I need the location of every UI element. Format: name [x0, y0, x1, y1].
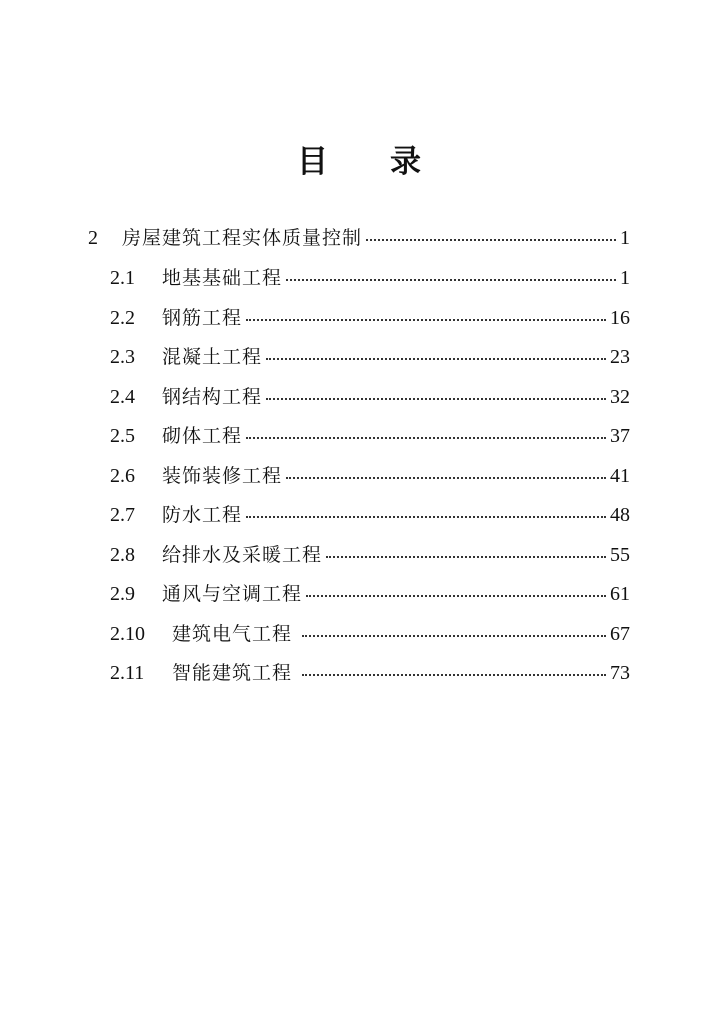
- toc-entry-page: 23: [610, 346, 630, 368]
- toc-entry-2-11[interactable]: [110, 657, 630, 689]
- toc-entry-page: 41: [610, 465, 630, 487]
- toc-entry-2-6[interactable]: [110, 460, 630, 492]
- toc-entry-number: 2.6: [110, 465, 135, 487]
- toc-entry-title: 智能建筑工程: [172, 662, 293, 684]
- toc-entry-number: 2: [88, 227, 98, 249]
- toc-entry-title: 防水工程: [162, 504, 243, 526]
- toc-leader-dots: [366, 222, 616, 254]
- toc-entry-2-7[interactable]: [110, 499, 630, 531]
- toc-entry-number: 2.3: [110, 346, 135, 368]
- toc-leader-dots: [302, 657, 606, 689]
- toc-entry-page: 48: [610, 504, 630, 526]
- toc-entry-page: 73: [610, 662, 630, 684]
- toc-entry-number: 2.11: [110, 662, 145, 684]
- toc-entry-number: 2.4: [110, 386, 135, 408]
- toc-entry-title: 通风与空调工程: [162, 583, 303, 605]
- toc-entry-2-4[interactable]: [110, 381, 630, 413]
- toc-entry-2[interactable]: [88, 222, 630, 254]
- toc-entry-2-8[interactable]: [110, 539, 630, 571]
- toc-leader-dots: [286, 460, 606, 492]
- toc-leader-dots: [302, 618, 606, 650]
- toc-entry-number: 2.10: [110, 623, 145, 645]
- toc-entry-title: 给排水及采暖工程: [162, 544, 323, 566]
- toc-entry-page: 32: [610, 386, 630, 408]
- toc-entry-number: 2.7: [110, 504, 135, 526]
- toc-entry-2-2[interactable]: [110, 302, 630, 334]
- toc-entry-number: 2.2: [110, 307, 135, 329]
- toc-leader-dots: [326, 539, 606, 571]
- toc-entry-page: 1: [620, 227, 630, 249]
- toc-entry-page: 55: [610, 544, 630, 566]
- toc-entry-title: 建筑电气工程: [172, 623, 293, 645]
- toc-leader-dots: [266, 381, 606, 413]
- toc-entry-title: 房屋建筑工程实体质量控制: [122, 227, 363, 249]
- toc-entry-page: 1: [620, 267, 630, 289]
- toc-entry-page: 16: [610, 307, 630, 329]
- page-title-char-2: 录: [390, 144, 421, 180]
- toc-entry-title: 钢筋工程: [162, 307, 243, 329]
- toc-entry-title: 混凝土工程: [162, 346, 263, 368]
- toc-entry-title: 地基基础工程: [162, 267, 283, 289]
- toc-entry-page: 37: [610, 425, 630, 447]
- page-title: [0, 136, 718, 181]
- toc-leader-dots: [246, 499, 606, 531]
- toc-entry-2-9[interactable]: [110, 578, 630, 610]
- toc-entry-number: 2.1: [110, 267, 135, 289]
- toc-entry-2-1[interactable]: [110, 262, 630, 294]
- toc-entry-page: 61: [610, 583, 630, 605]
- toc-entry-page: 67: [610, 623, 630, 645]
- page-title-char-1: 目: [297, 144, 328, 180]
- toc-leader-dots: [266, 341, 606, 373]
- toc-entry-title: 砌体工程: [162, 425, 243, 447]
- toc-leader-dots: [246, 302, 606, 334]
- toc-entry-title: 装饰装修工程: [162, 465, 283, 487]
- toc-entry-title: 钢结构工程: [162, 386, 263, 408]
- toc-entry-number: 2.5: [110, 425, 135, 447]
- toc-entry-2-10[interactable]: [110, 618, 630, 650]
- toc-leader-dots: [286, 262, 616, 294]
- toc-entry-number: 2.9: [110, 583, 135, 605]
- toc-leader-dots: [306, 578, 606, 610]
- toc-entry-number: 2.8: [110, 544, 135, 566]
- toc-entry-2-3[interactable]: [110, 341, 630, 373]
- toc-leader-dots: [246, 420, 606, 452]
- toc-entry-2-5[interactable]: [110, 420, 630, 452]
